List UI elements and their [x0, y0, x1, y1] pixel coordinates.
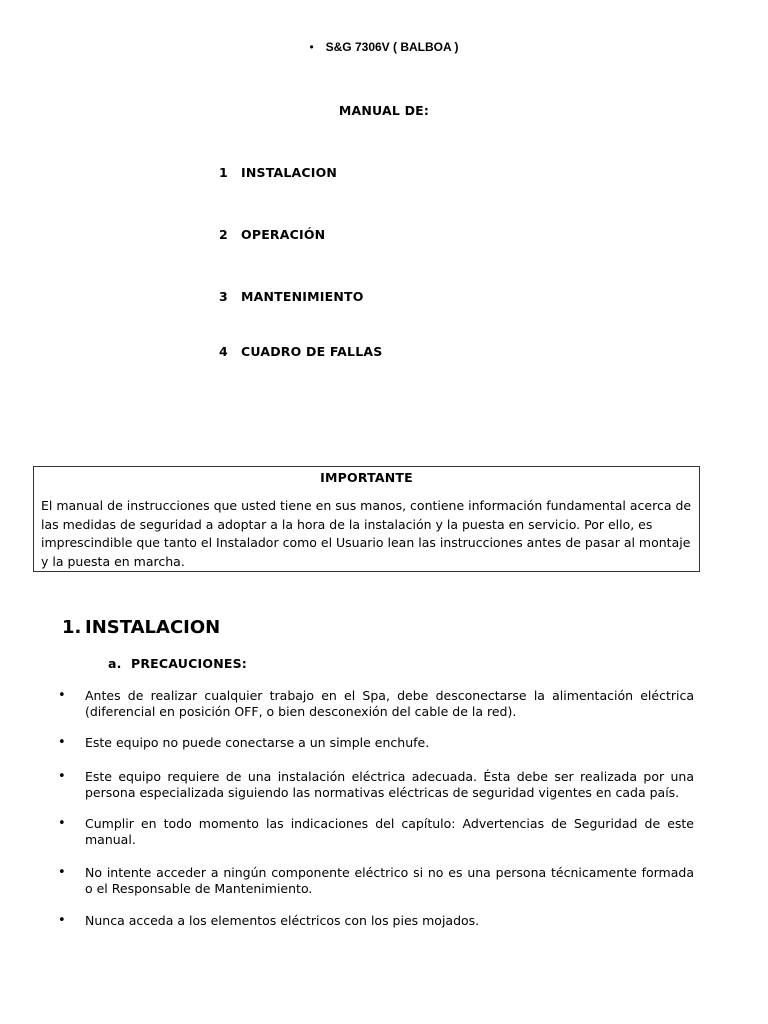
toc-number: 3 [219, 289, 228, 304]
model-header [0, 40, 768, 54]
toc-item [219, 227, 325, 242]
list-item-text: No intente acceder a ningún componente eléctrico si no es una persona técnicamente formada o el Responsable de Mantenimiento. [85, 865, 694, 896]
important-body: El manual de instrucciones que usted tiene en sus manos, contiene información fundamental acerca de las medidas de seguridad a adoptar a la hora de la instalación y la puesta en servicio. Por ello, es imprescindible que tanto el Instalador como el Usuario lean las instrucciones antes de pasar al montaje y la puesta en marcha. [41, 498, 692, 569]
toc-label: INSTALACION [241, 165, 338, 180]
bullet-icon: • [58, 735, 66, 750]
toc-number: 4 [219, 344, 228, 359]
bullet-icon: • [58, 865, 66, 880]
toc-number: 2 [219, 227, 228, 242]
toc-number: 1 [219, 165, 228, 180]
list-item-text: Este equipo requiere de una instalación eléctrica adecuada. Ésta debe ser realizada por una persona especializada siguiendo las normativas eléctricas de seguridad vigentes en cada país. [85, 769, 694, 800]
toc-label: MANTENIMIENTO [241, 289, 364, 304]
toc-label: CUADRO DE FALLAS [241, 344, 383, 359]
toc-item [219, 165, 337, 180]
list-item-text: Antes de realizar cualquier trabajo en el Spa, debe desconectarse la alimentación eléctrica (diferencial en posición OFF, o bien desconexión del cable de la red). [85, 688, 694, 719]
section-number: 1. [62, 617, 82, 638]
model-name: S&G 7306V ( BALBOA ) [325, 40, 459, 54]
subsection-letter: a. [108, 656, 122, 671]
section-label: INSTALACION [85, 617, 221, 638]
list-item-text: Este equipo no puede conectarse a un simple enchufe. [85, 735, 430, 750]
toc-label: OPERACIÓN [241, 227, 326, 242]
section-title [62, 617, 220, 638]
subsection-title [108, 656, 247, 671]
toc-item [219, 289, 364, 304]
toc-item [219, 344, 382, 359]
bullet-icon: • [58, 769, 66, 784]
list-item-text: Cumplir en todo momento las indicaciones del capítulo: Advertencias de Seguridad de este manual. [85, 816, 694, 847]
list-item-text: Nunca acceda a los elementos eléctricos con los pies mojados. [85, 913, 480, 928]
bullet-icon: • [309, 40, 314, 54]
bullet-icon: • [58, 688, 66, 703]
subsection-label: PRECAUCIONES: [131, 656, 247, 671]
bullet-icon: • [58, 913, 66, 928]
important-title: IMPORTANTE [320, 470, 413, 485]
manual-title: MANUAL DE: [338, 103, 430, 118]
bullet-icon: • [58, 816, 66, 831]
important-notice-box [33, 466, 700, 572]
